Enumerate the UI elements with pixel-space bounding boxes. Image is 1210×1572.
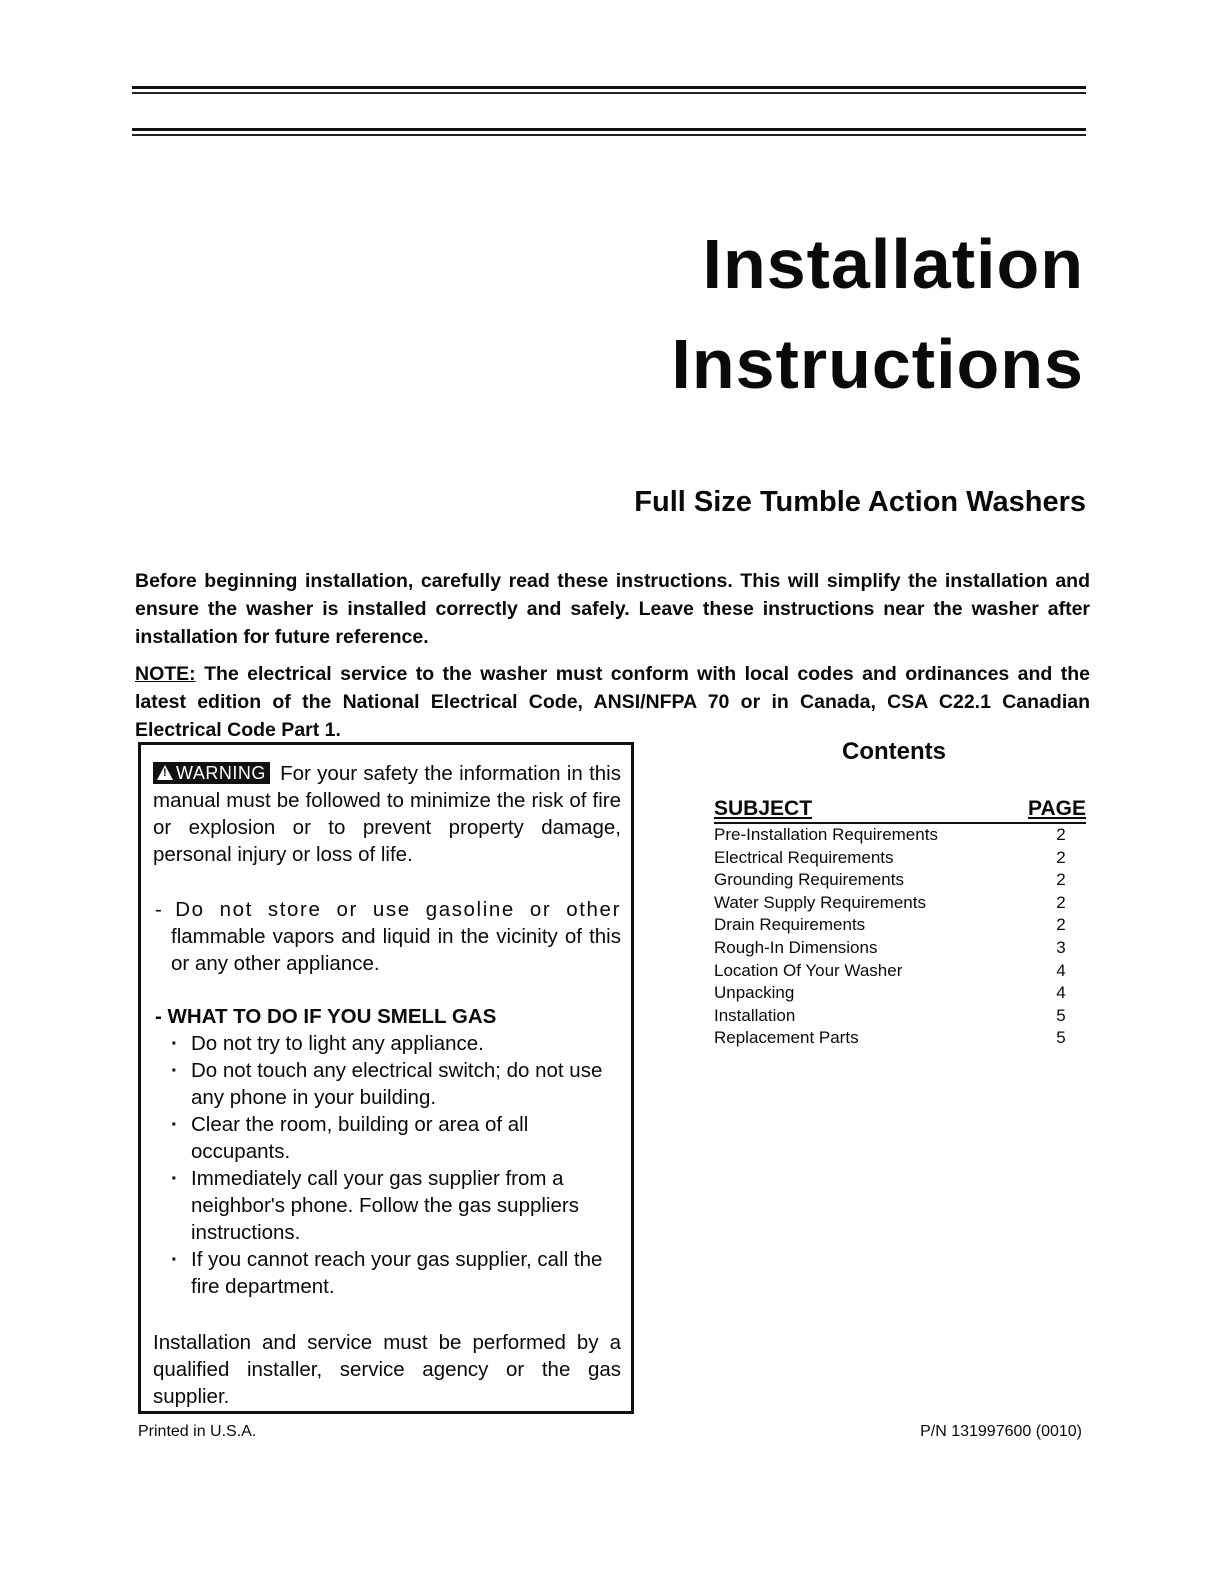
contents-page: 5	[1056, 1005, 1066, 1025]
warning-triangle-icon: !	[157, 765, 173, 780]
intro-paragraph: Before beginning installation, carefully read these instructions. This will simplify the installation and ensure the washer is installed correctly and safely. Leave these instructions near the washer after installation for future reference.	[135, 570, 1090, 648]
contents-row	[714, 1027, 1086, 1050]
contents-page: 4	[1056, 960, 1066, 980]
contents-subject: Unpacking	[714, 983, 795, 1003]
contents-row	[714, 869, 1086, 892]
part-number: P/N 131997600 (0010)	[920, 1423, 1082, 1440]
contents-page: 4	[1056, 983, 1066, 1003]
warning-badge	[153, 762, 270, 784]
contents-page: 2	[1056, 847, 1066, 867]
contents-page: 5	[1056, 1028, 1066, 1048]
gas-step: · Immediately call your gas supplier from a neighbor's phone. Follow the gas suppliers instructions.	[171, 1165, 623, 1246]
title-line-2: Instructions	[671, 325, 1084, 403]
gas-step: · Clear the room, building or area of all occupants.	[171, 1111, 623, 1165]
warning-intro	[153, 760, 621, 868]
warning-box	[138, 742, 634, 1414]
gas-step: · If you cannot reach your gas supplier, call the fire department.	[171, 1246, 623, 1300]
contents-page: 2	[1056, 915, 1066, 935]
contents-subject: Installation	[714, 1005, 796, 1025]
warning-footer: Installation and service must be performed by a qualified installer, service agency or the gas supplier.	[153, 1331, 621, 1408]
contents-subject: Electrical Requirements	[714, 847, 894, 867]
note-paragraph	[135, 660, 1090, 744]
contents-subject: Rough-In Dimensions	[714, 937, 878, 957]
contents-page: 2	[1056, 892, 1066, 912]
contents-subject: Pre-Installation Requirements	[714, 825, 938, 844]
contents-page: 2	[1056, 825, 1066, 844]
contents-row	[714, 847, 1086, 870]
second-rule	[132, 128, 1086, 131]
gas-step: · Do not try to light any appliance.	[171, 1030, 623, 1057]
contents-row	[714, 824, 1086, 847]
warning-vapors-item	[155, 896, 621, 977]
warning-intro-text: For your safety the information in this manual must be followed to minimize the risk of fire or explosion or to prevent property damage, personal injury or loss of life.	[153, 762, 621, 866]
contents-subject: Grounding Requirements	[714, 870, 904, 890]
contents-row	[714, 960, 1086, 983]
contents-row	[714, 1005, 1086, 1028]
contents-row	[714, 892, 1086, 915]
contents-page: 2	[1056, 870, 1066, 890]
second-rule-thin	[132, 134, 1086, 136]
page-header: PAGE	[1028, 797, 1086, 820]
warning-badge-label: WARNING	[176, 763, 266, 783]
gas-step: · Do not touch any electrical switch; do not use any phone in your building.	[171, 1057, 623, 1111]
warning-vapors-rest: flammable vapors and liquid in the vicinity of this or any other appliance.	[171, 925, 621, 975]
printed-in-label: Printed in U.S.A.	[138, 1423, 257, 1440]
warning-vapors-dash: -	[155, 898, 176, 921]
contents-table	[714, 797, 1086, 1050]
title-line-1: Installation	[702, 225, 1084, 303]
contents-row	[714, 982, 1086, 1005]
warning-vapors-lead: Do not store or use gasoline or other	[175, 898, 621, 921]
contents-subject: Water Supply Requirements	[714, 892, 926, 912]
page-title	[671, 214, 1084, 414]
page-subtitle: Full Size Tumble Action Washers	[634, 486, 1086, 518]
contents-subject: Drain Requirements	[714, 915, 866, 935]
contents-subject: Location Of Your Washer	[714, 960, 903, 980]
contents-title: Contents	[842, 738, 946, 765]
gas-steps-list	[171, 1030, 623, 1300]
top-rule-thin	[132, 92, 1086, 94]
top-rule	[132, 86, 1086, 89]
note-label: NOTE:	[135, 663, 196, 685]
note-text: The electrical service to the washer must conform with local codes and ordinances and the latest edition of the National Electrical Code, ANSI/NFPA 70 or in Canada, CSA C22.1 Canadian Electrical Code Part 1.	[135, 663, 1090, 741]
contents-header-row	[714, 797, 1086, 824]
contents-row	[714, 914, 1086, 937]
gas-heading: - WHAT TO DO IF YOU SMELL GAS	[155, 1005, 497, 1028]
contents-subject: Replacement Parts	[714, 1028, 859, 1048]
contents-page: 3	[1056, 937, 1066, 957]
subject-header: SUBJECT	[714, 797, 813, 820]
contents-row	[714, 937, 1086, 960]
